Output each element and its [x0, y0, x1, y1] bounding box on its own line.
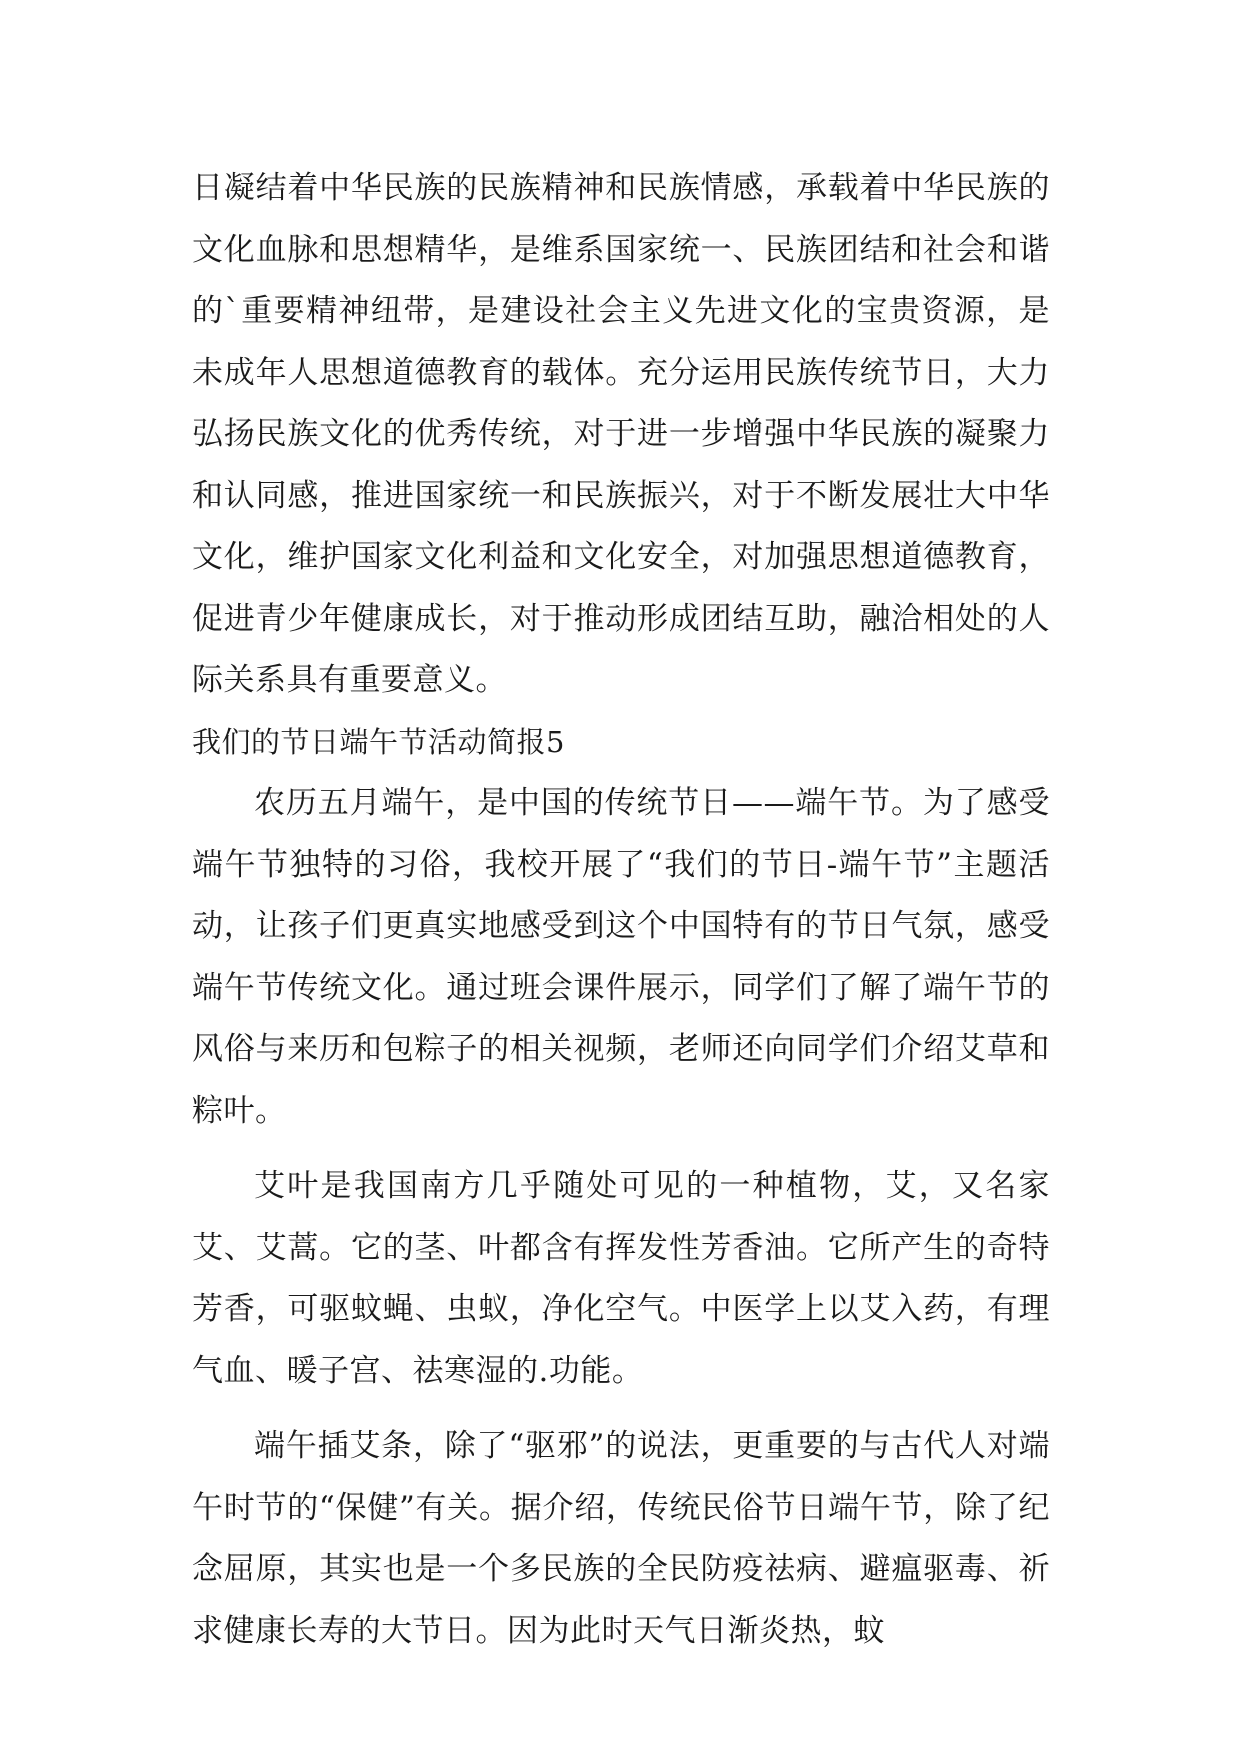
paragraph-mugwort: 艾叶是我国南方几乎随处可见的一种植物，艾，又名家艾、艾蒿。它的茎、叶都含有挥发性芳香油。它所产生的奇特芳香，可驱蚊蝇、虫蚁，净化空气。中医学上以艾入药，有理气血、暖子宫、祛寒湿的.功能。: [192, 1168, 1050, 1389]
paragraph-gap: [192, 1142, 1050, 1156]
paragraph-gap: [192, 1402, 1050, 1416]
section-heading: 我们的节日端午节活动简报5: [192, 724, 565, 759]
document-body: [192, 158, 1050, 1662]
paragraph-health-custom: 端午插艾条，除了“驱邪”的说法，更重要的与古代人对端午时节的“保健”有关。据介绍，传统民俗节日端午节，除了纪念屈原，其实也是一个多民族的全民防疫祛病、避瘟驱毒、祈求健康长寿的大节日。因为此时天气日渐炎热，蚊: [192, 1428, 1050, 1649]
paragraph-activity-overview: 农历五月端午，是中国的传统节日——端午节。为了感受端午节独特的习俗，我校开展了“我们的节日-端午节”主题活动，让孩子们更真实地感受到这个中国特有的节日气氛，感受端午节传统文化。通过班会课件展示，同学们了解了端午节的风俗与来历和包粽子的相关视频，老师还向同学们介绍艾草和粽叶。: [192, 785, 1050, 1129]
paragraph-intro-continuation: 日凝结着中华民族的民族精神和民族情感，承载着中华民族的文化血脉和思想精华，是维系国家统一、民族团结和社会和谐的`重要精神纽带，是建设社会主义先进文化的宝贵资源，是未成年人思想道德教育的载体。充分运用民族传统节日，大力弘扬民族文化的优秀传统，对于进一步增强中华民族的凝聚力和认同感，推进国家统一和民族振兴，对于不断发展壮大中华文化，维护国家文化利益和文化安全，对加强思想道德教育，促进青少年健康成长，对于推动形成团结互助，融洽相处的人际关系具有重要意义。: [192, 170, 1050, 698]
